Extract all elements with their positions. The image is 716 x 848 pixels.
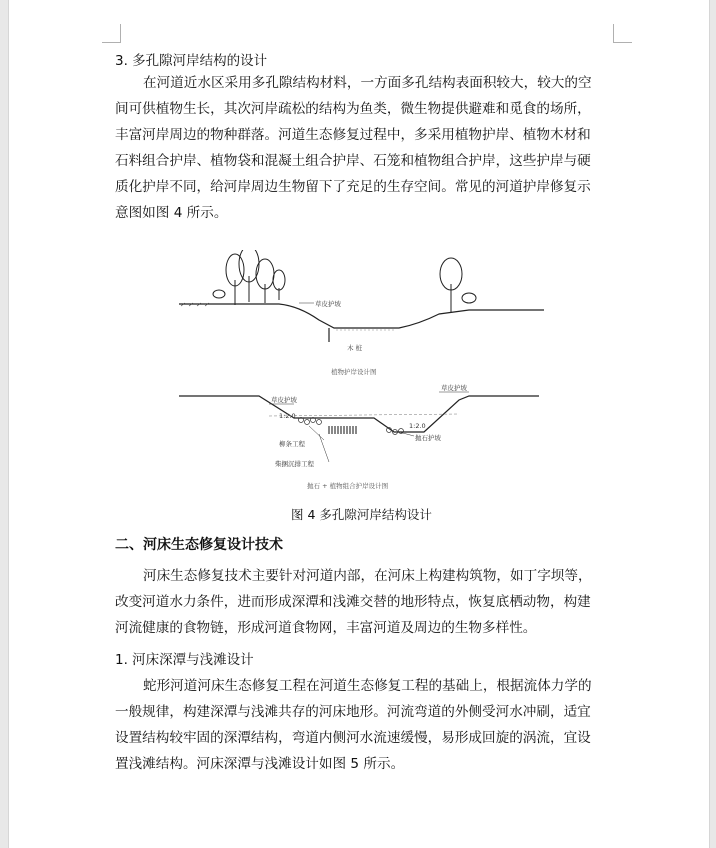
bank-profile-top bbox=[179, 304, 544, 328]
label-grass-slope-top: 草皮护坡 bbox=[315, 300, 341, 308]
tree-group-left bbox=[213, 250, 285, 305]
label-slope-right: 1:2.0 bbox=[409, 422, 426, 430]
label-riprap: 抛石护坡 bbox=[415, 434, 441, 442]
paragraph-line: 设置结构较牢固的深潭结构，弯道内侧河水流速缓慢，易形成回旋的涡流，宜设 bbox=[115, 730, 591, 746]
tree-right bbox=[440, 258, 476, 312]
document-page bbox=[8, 0, 710, 848]
paragraph-line: 意图如图 4 所示。 bbox=[115, 205, 228, 221]
paragraph-line: 改变河道水力条件，进而形成深潭和浅滩交替的地形特点，恢复底栖动物，构建 bbox=[115, 594, 591, 610]
paragraph-line: 在河道近水区采用多孔隙结构材料，一方面多孔结构表面积较大，较大的空 bbox=[143, 75, 592, 91]
paragraph-line: 蛇形河道河床生态修复工程在河道生态修复工程的基础上，根据流体力学的 bbox=[143, 678, 592, 694]
riprap-stones bbox=[299, 418, 404, 435]
label-slope-left: 1:2.0 bbox=[279, 412, 296, 420]
bank-profile-bottom bbox=[179, 396, 539, 432]
paragraph-3 bbox=[115, 673, 621, 777]
label-fascine: 柴捆沉排工程 bbox=[275, 460, 314, 468]
paragraph-line: 河流健康的食物链，形成河道食物网，丰富河道及周边的生物多样性。 bbox=[115, 620, 537, 636]
figure-4 bbox=[169, 250, 549, 495]
figure-caption: 图 4 多孔隙河岸结构设计 bbox=[291, 507, 432, 522]
label-grass-slope-bottom-right: 草皮护坡 bbox=[441, 384, 467, 392]
paragraph-line: 丰富河岸周边的物种群落。河道生态修复过程中，多采用植物护岸、植物木材和 bbox=[115, 127, 591, 143]
section-2-heading: 二、河床生态修复设计技术 bbox=[115, 537, 283, 553]
top-diagram-subtitle: 植物护岸设计图 bbox=[331, 368, 377, 376]
riverbank-design-diagram bbox=[169, 250, 549, 495]
label-willow: 柳条工程 bbox=[279, 440, 305, 448]
paragraph-2 bbox=[115, 563, 621, 641]
page-margin-marker-left bbox=[102, 24, 121, 43]
paragraph-line: 河床生态修复技术主要针对河道内部，在河床上构建构筑物，如丁字坝等， bbox=[143, 568, 592, 584]
paragraph-1 bbox=[115, 70, 621, 226]
page-margin-marker-right bbox=[613, 24, 632, 43]
bottom-diagram-subtitle: 抛石 + 植物组合护岸设计图 bbox=[307, 482, 389, 490]
numbered-heading: 1. 河床深潭与浅滩设计 bbox=[115, 652, 254, 668]
paragraph-line: 置浅滩结构。河床深潭与浅滩设计如图 5 所示。 bbox=[115, 756, 405, 772]
paragraph-line: 一般规律，构建深潭与浅滩共存的河床地形。河流弯道的外侧受河水冲刷，适宜 bbox=[115, 704, 591, 720]
section-heading: 3. 多孔隙河岸结构的设计 bbox=[115, 53, 268, 69]
label-grass-slope-bottom-left: 草皮护坡 bbox=[271, 396, 297, 404]
paragraph-line: 质化护岸不同，给河岸周边生物留下了充足的生存空间。常见的河道护岸修复示 bbox=[115, 179, 591, 195]
paragraph-line: 石料组合护岸、植物袋和混凝土组合护岸、石笼和植物组合护岸，这些护岸与硬 bbox=[115, 153, 591, 169]
label-wood-pile: 木 桩 bbox=[347, 344, 363, 352]
paragraph-line: 间可供植物生长，其次河岸疏松的结构为鱼类，微生物提供避难和觅食的场所， bbox=[115, 101, 591, 117]
fascine-bundle bbox=[329, 426, 356, 434]
